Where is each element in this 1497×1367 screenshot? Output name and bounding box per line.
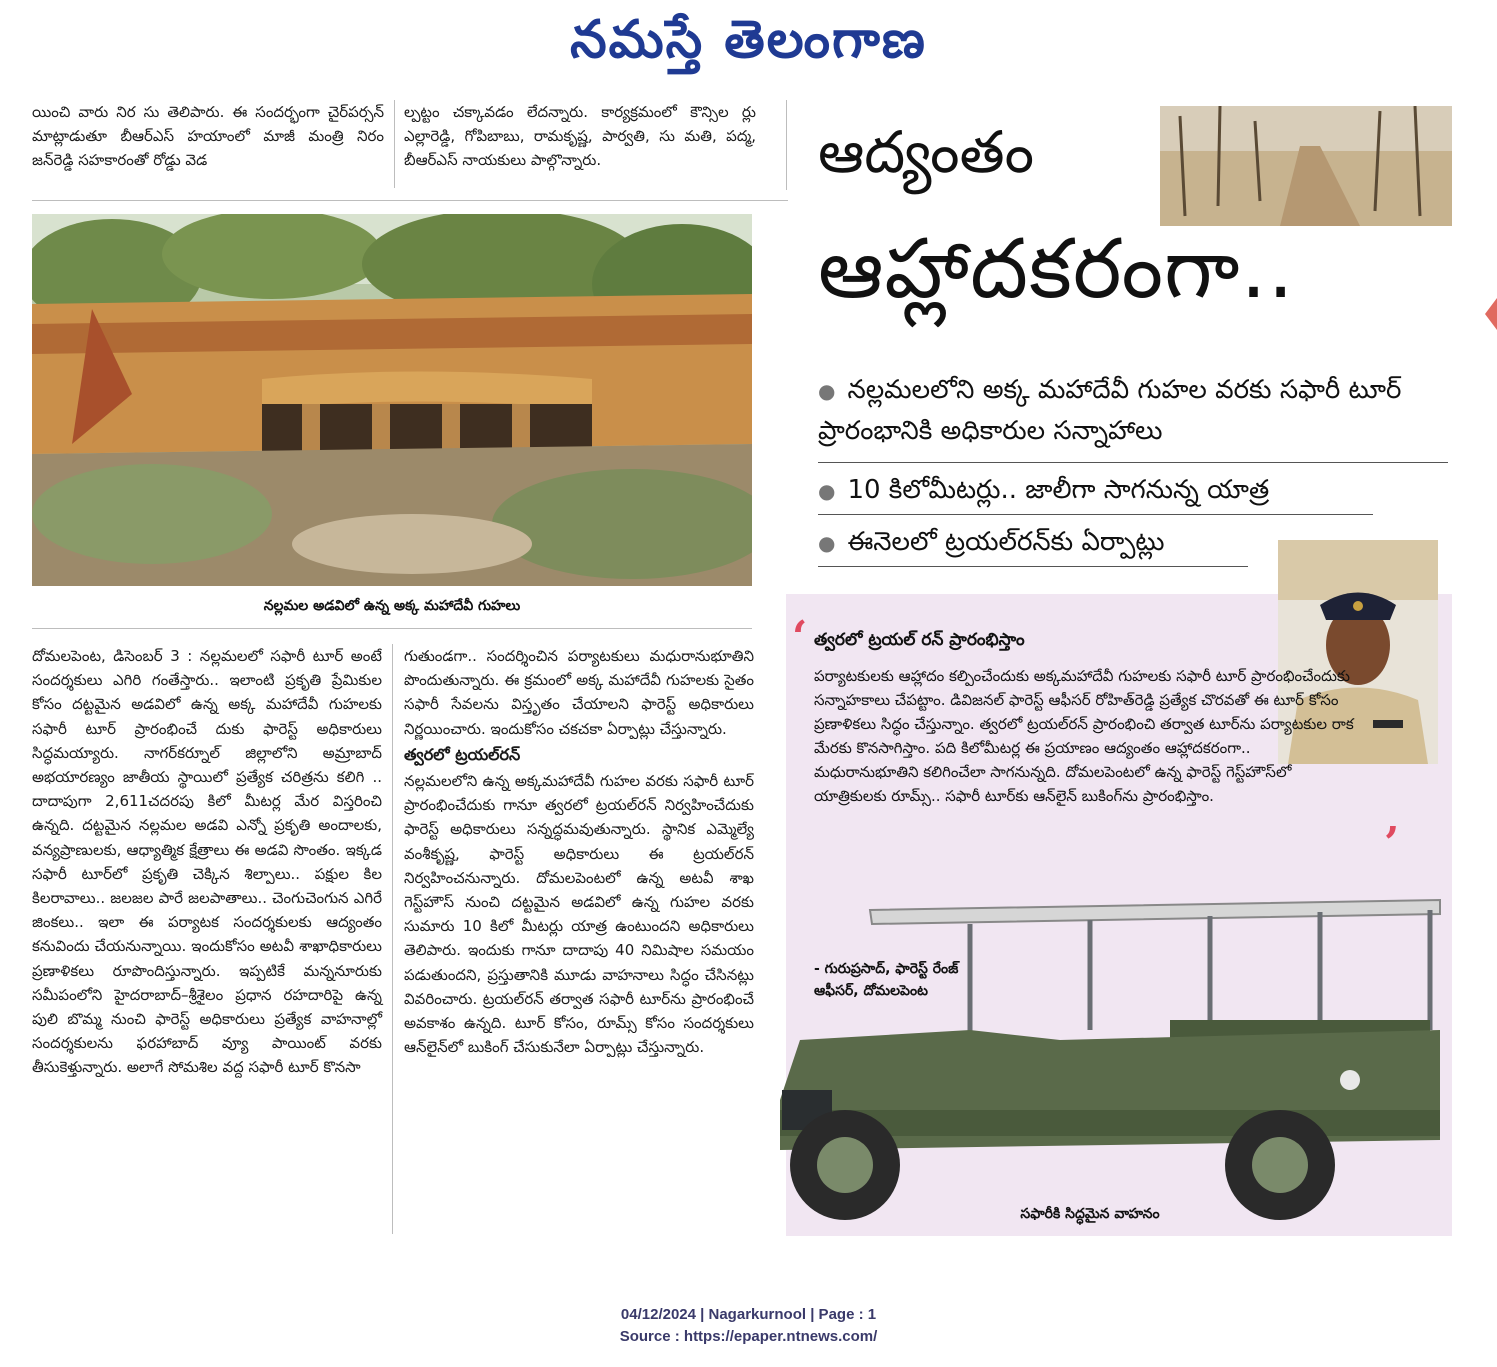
top-article-col2: ల్పట్టం చక్కావడం లేదన్నారు. కార్యక్రమంలో కౌన్సిల ర్లు ఎల్లారెడ్డి, గోపిబాబు, రామకృష్ణ, పార్వతి, సు మతి, పద్మ, బీఆర్ఎస్ నాయకులు పాల్గొన్నారు. (404, 103, 756, 170)
footer (0, 1304, 1497, 1348)
cave-illustration (32, 214, 752, 586)
quote-body: పర్యాటకులకు ఆహ్లాదం కల్పించేందుకు అక్కమహాదేవీ గుహలకు సఫారీ టూర్ ప్రారంభించేందుకు సన్నాహకాలు చేపట్టాం. డివిజనల్ ఫారెస్ట్ ఆఫీసర్ రోహిత్‌రెడ్డి ప్రత్యేక చొరవతో ఈ టూర్ కోసం ప్రణాళికలు సిద్ధం చేస్తున్నాం. త్వరలో ట్రయల్‌రన్ ప్రారంభించి తర్వాత టూర్‌ను పర్యాటకుల రాక మేరకు కొనసాగిస్తాం. పది కిలోమీటర్ల ఈ ప్రయాణం ఆద్యంతం ఆహ్లాదకరంగా.. మధురానుభూతిని కలిగించేలా సాగనున్నది. దోమలపెంటలో ఉన్న ఫారెస్ట్ గెస్ట్‌హౌస్‌లో యాత్రికులకు రూమ్స్.. సఫారీ టూర్‌కు ఆన్‌లైన్ బుకింగ్‌ను ప్రారంభిస్తాం. (814, 667, 1354, 805)
bullet-divider (818, 462, 1448, 463)
vehicle-photo (760, 880, 1450, 1225)
section-divider (32, 628, 752, 629)
page-edge-marker (1485, 298, 1497, 330)
section-divider (32, 200, 788, 201)
body-col2: గుతుండగా.. సందర్శించిన పర్యాటకులు మధురానుభూతిని పొందుతున్నారు. ఈ క్రమంలో అక్క మహాదేవీ గుహలకు సైతం సఫారీ సేవలను విస్తృతం చేయాలని ఫారెస్ట్ అధికారులు నిర్ణయించారు. ఇందుకోసం చకచకా ఏర్పాట్లు చేస్తున్నారు. త్వరలో ట్రయల్‌రన్ నల్లమలలోని ఉన్న అక్కమహాదేవీ గుహల వరకు సఫారీ టూర్ ప్రారంభించేదుకు గానూ త్వరలో ట్రయల్‌రన్ నిర్వహించేదుకు ఫారెస్ట్ అధికారులు సన్నద్ధమవుతున్నారు. స్థానిక ఎమ్మెల్యే వంశీకృష్ణ, ఫారెస్ట్ అధికారులు ఈ ట్రయల్‌రన్ నిర్వహించనున్నారు. దోమలపెంటలో ఉన్న అటవీ శాఖ గెస్ట్‌హౌస్ నుంచి దట్టమైన అడవిలో ఉన్న గుహల వరకు సుమారు 10 కిలో మీటర్లు యాత్ర ఉంటుందని అధికారులు తెలిపారు. ఇందుకు గానూ దాదాపు 40 నిమిషాల సమయం పడుతుందని, ప్రస్తుతానికి మూడు వాహనాలు సిద్ధం చేసినట్లు వివరించారు. ట్రయల్‌రన్ తర్వాత సఫారీ టూర్‌ను ప్రారంభించే అవకాశం ఉన్నది. టూర్ కోసం, రూమ్స్ కోసం సందర్శకులు ఆన్‌లైన్‌లో బుకింగ్ చేసుకునేలా ఏర్పాట్లు చేస్తున్నారు. (404, 647, 754, 1057)
open-quote-icon: ‘ (792, 612, 808, 663)
cave-photo (32, 214, 752, 586)
headline-line1: ఆద్యంతం (818, 118, 1035, 186)
quote-attribution: - గురుప్రసాద్, ఫారెస్ట్ రేంజ్ ఆఫీసర్, దోమలపెంట (814, 961, 959, 999)
close-quote-icon: ’ (1384, 818, 1400, 869)
cave-photo-caption: నల్లమల అడవిలో ఉన్న అక్క మహాదేవీ గుహలు (263, 598, 521, 614)
bullet-dot-icon: ● (818, 379, 836, 403)
column-divider (392, 644, 393, 1234)
footer-source: Source : https://epaper.ntnews.com/ (619, 1328, 878, 1345)
masthead-title: నమస్తే తెలంగాణ (570, 9, 927, 70)
top-article-col1: యించి వారు నిర సు తెలిపారు. ఈ సందర్భంగా చైర్‌పర్సన్ మాట్లాడుతూ బీఆర్ఎస్ హయాంలో మాజీ మంత్రి నిరం జన్‌రెడ్డి సహకారంతో రోడ్డు వెడ (32, 103, 384, 170)
headline-line2: ఆహ్లాదకరంగా.. (818, 222, 1295, 317)
quote-title: త్వరలో ట్రయల్ రన్ ప్రారంభిస్తాం (814, 630, 1025, 650)
safari-jeep-illustration (760, 880, 1450, 1225)
body-subheading: త్వరలో ట్రయల్‌రన్ (404, 744, 521, 764)
vehicle-photo-caption: సఫారీకి సిద్ధమైన వాహనం (1020, 1206, 1160, 1222)
column-divider (394, 100, 395, 188)
bullet-divider (818, 566, 1248, 567)
footer-date-page: 04/12/2024 | Nagarkurnool | Page : 1 (620, 1306, 877, 1323)
forest-road-illustration (1160, 106, 1452, 226)
body-col1: దోమలపెంట, డిసెంబర్ 3 : నల్లమలలో సఫారీ టూర్ అంటే సందర్శకులు ఎగిరి గంతేస్తారు.. ఇలాంటి ప్రకృతి ప్రేమికుల కోసం దట్టమైన అడవిలో ఉన్న అక్క మహాదేవీ గుహలకు సఫారీ టూర్ ప్రారంభించే దుకు ఫారెస్ట్ అధికారులు సిద్ధమయ్యారు. నాగర్‌కర్నూల్ జిల్లాలోని అమ్రాబాద్ అభయారణ్యం జాతీయ స్థాయిలో ప్రత్యేక చరిత్రను కలిగి .. దాదాపుగా 2,611చదరపు కిలో మీటర్ల మేర విస్తరించి ఉన్నది. దట్టమైన నల్లమల అడవి ఎన్నో ప్రకృతి అందాలకు, వన్యప్రాణులకు, ఆధ్యాత్మిక క్షేత్రాలు ఈ అడవి సొంతం. ఇక్కడ సఫారీ టూర్‌లో ప్రకృతి చెక్కిన శిల్పాలు.. పక్షుల కిల కిలరావాలు.. జలజల పారే జలపాతాలు.. చెంగుచెంగున ఎగిరే జింకలు.. ఇలా ఈ పర్యాటక సందర్శకులకు ఆద్యంతం కనువిందు చేయనున్నాయి. ఇందుకోసం అటవీ శాఖాధికారులు ప్రణాళికలు రూపొందిస్తున్నారు. ఇప్పటికే మన్ననూరుకు సమీపంలోని హైదరాబాద్–శ్రీశైలం ప్రధాన రహదారిపై ఉన్న పులి బొమ్మ నుంచి ఫారెస్ట్ అధికారులు ప్రత్యేక వాహనాల్లో సందర్శకులను ఫరహాబాద్ వ్యూ పాయింట్ వరకు తీసుకెళ్తున్నారు. అలాగే సోమశిల వద్ద సఫారీ టూర్ కొనసా (32, 647, 382, 1077)
column-divider (786, 100, 787, 190)
bullet-dot-icon: ● (818, 479, 836, 503)
headline-bullet-2: ● 10 కిలోమీటర్లు.. జాలీగా సాగనున్న యాత్ర (818, 475, 1270, 505)
headline-bullet-3: ● ఈనెలలో ట్రయల్‌రన్‌కు ఏర్పాట్లు (818, 527, 1165, 557)
bullet-divider (818, 514, 1373, 515)
headline-bullet-1: ● నల్లమలలోని అక్క మహాదేవీ గుహల వరకు సఫారీ టూర్ ప్రారంభానికి అధికారుల సన్నాహాలు (818, 375, 1402, 446)
bullet-dot-icon: ● (818, 531, 836, 555)
forest-road-photo (1160, 106, 1452, 226)
